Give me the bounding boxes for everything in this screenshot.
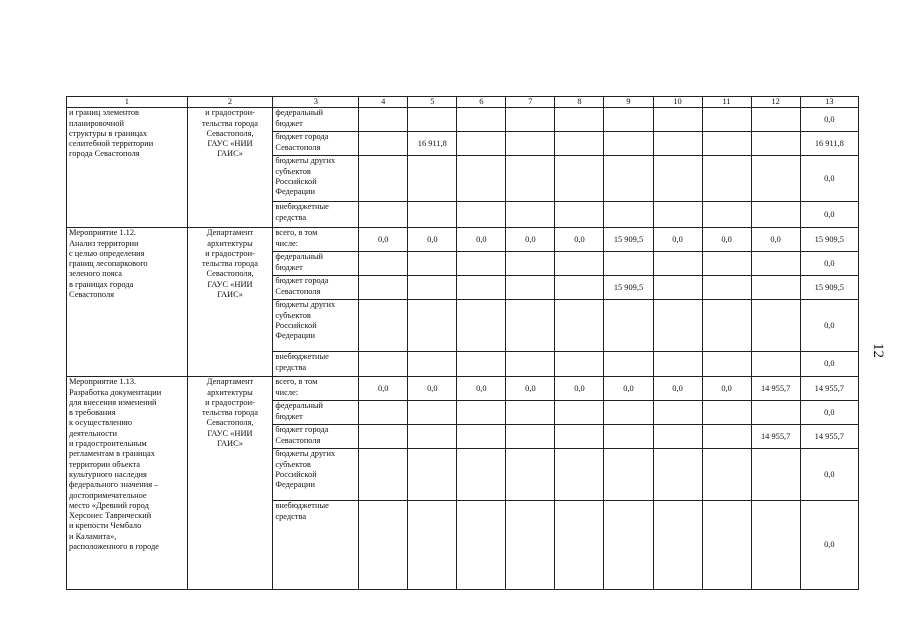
funding-source: федеральный бюджет	[273, 108, 359, 132]
amount-cell	[751, 156, 800, 202]
amount-cell: 0,0	[604, 377, 653, 401]
column-header: 4	[359, 97, 408, 108]
amount-cell	[604, 449, 653, 501]
amount-cell	[653, 132, 702, 156]
funding-source: федеральный бюджет	[273, 252, 359, 276]
amount-cell: 0,0	[800, 401, 858, 425]
amount-cell	[653, 449, 702, 501]
amount-cell	[702, 252, 751, 276]
amount-cell	[751, 300, 800, 352]
amount-cell: 0,0	[506, 228, 555, 252]
amount-cell: 0,0	[800, 352, 858, 377]
amount-cell	[506, 156, 555, 202]
amount-cell	[359, 425, 408, 449]
amount-cell	[506, 352, 555, 377]
column-header: 5	[408, 97, 457, 108]
amount-cell	[751, 252, 800, 276]
amount-cell	[359, 132, 408, 156]
amount-cell	[702, 501, 751, 590]
funding-source: внебюджетные средства	[273, 352, 359, 377]
amount-cell	[506, 501, 555, 590]
amount-cell	[555, 352, 604, 377]
amount-cell	[555, 108, 604, 132]
amount-cell	[653, 300, 702, 352]
amount-cell: 0,0	[800, 108, 858, 132]
amount-cell: 0,0	[653, 228, 702, 252]
amount-cell	[506, 276, 555, 300]
amount-cell: 15 909,5	[604, 276, 653, 300]
amount-cell: 0,0	[702, 228, 751, 252]
amount-cell	[751, 352, 800, 377]
amount-cell	[457, 202, 506, 228]
amount-cell	[359, 401, 408, 425]
amount-cell: 0,0	[702, 377, 751, 401]
amount-cell	[408, 252, 457, 276]
amount-cell	[702, 352, 751, 377]
amount-cell	[604, 132, 653, 156]
column-header: 3	[273, 97, 359, 108]
funding-source: бюджеты других субъектов Российской Федерации	[273, 449, 359, 501]
amount-cell: 0,0	[800, 156, 858, 202]
amount-cell	[702, 156, 751, 202]
amount-cell: 0,0	[800, 449, 858, 501]
amount-cell: 0,0	[457, 377, 506, 401]
amount-cell	[457, 449, 506, 501]
executor: и градострои- тельства города Севастополя, ГАУС «НИИ ГАИС»	[187, 108, 273, 228]
amount-cell	[555, 132, 604, 156]
funding-source: всего, в том числе:	[273, 377, 359, 401]
amount-cell	[457, 352, 506, 377]
amount-cell: 0,0	[800, 501, 858, 590]
amount-cell	[604, 202, 653, 228]
amount-cell	[653, 108, 702, 132]
amount-cell	[359, 108, 408, 132]
amount-cell	[555, 425, 604, 449]
amount-cell	[408, 449, 457, 501]
funding-source: бюджет города Севастополя	[273, 276, 359, 300]
column-header: 7	[506, 97, 555, 108]
amount-cell	[604, 300, 653, 352]
amount-cell	[751, 401, 800, 425]
amount-cell	[653, 202, 702, 228]
amount-cell: 15 909,5	[800, 228, 858, 252]
amount-cell	[457, 108, 506, 132]
amount-cell: 0,0	[457, 228, 506, 252]
amount-cell: 0,0	[751, 228, 800, 252]
amount-cell	[506, 449, 555, 501]
amount-cell	[653, 252, 702, 276]
amount-cell	[555, 501, 604, 590]
column-header: 10	[653, 97, 702, 108]
amount-cell	[457, 401, 506, 425]
amount-cell	[408, 425, 457, 449]
amount-cell	[604, 252, 653, 276]
funding-source: внебюджетные средства	[273, 202, 359, 228]
amount-cell: 15 909,5	[604, 228, 653, 252]
amount-cell	[506, 108, 555, 132]
amount-cell	[359, 156, 408, 202]
measure-name: Мероприятие 1.12. Анализ территории с целью определения границ лесопаркового зеленого пояса в границах города Севастополя	[67, 228, 188, 377]
amount-cell	[359, 202, 408, 228]
amount-cell	[555, 449, 604, 501]
measure-name: и границ элементов планировочной структуры в границах селитебной территории города Севастополя	[67, 108, 188, 228]
amount-cell	[408, 276, 457, 300]
amount-cell	[457, 276, 506, 300]
amount-cell	[653, 401, 702, 425]
amount-cell	[653, 276, 702, 300]
column-header: 8	[555, 97, 604, 108]
amount-cell	[604, 156, 653, 202]
funding-source: бюджеты других субъектов Российской Федерации	[273, 156, 359, 202]
amount-cell	[555, 401, 604, 425]
amount-cell	[604, 501, 653, 590]
amount-cell: 16 911,8	[408, 132, 457, 156]
header-row	[67, 97, 859, 108]
amount-cell	[359, 352, 408, 377]
column-header: 1	[67, 97, 188, 108]
amount-cell: 0,0	[653, 377, 702, 401]
amount-cell	[604, 352, 653, 377]
amount-cell: 14 955,7	[800, 425, 858, 449]
amount-cell	[604, 425, 653, 449]
amount-cell	[506, 132, 555, 156]
amount-cell	[457, 501, 506, 590]
table-row	[67, 377, 859, 401]
amount-cell	[457, 252, 506, 276]
amount-cell	[359, 276, 408, 300]
amount-cell	[359, 501, 408, 590]
column-header: 6	[457, 97, 506, 108]
amount-cell: 0,0	[800, 300, 858, 352]
amount-cell	[653, 352, 702, 377]
amount-cell: 0,0	[359, 228, 408, 252]
amount-cell: 0,0	[800, 252, 858, 276]
amount-cell	[702, 276, 751, 300]
amount-cell	[408, 156, 457, 202]
amount-cell	[359, 300, 408, 352]
measure-name: Мероприятие 1.13. Разработка документации для внесения изменений в требования к осуществлению деятельности и градостроительным регламентам в границах территории объекта культурного наследия федерального значения – достопримечательное место «Древний город Херсонес Таврический и крепости Чембало и Каламита», расположенного в городе	[67, 377, 188, 590]
column-header: 11	[702, 97, 751, 108]
amount-cell	[359, 252, 408, 276]
funding-source: внебюджетные средства	[273, 501, 359, 590]
amount-cell: 0,0	[555, 377, 604, 401]
amount-cell: 14 955,7	[751, 425, 800, 449]
amount-cell	[408, 108, 457, 132]
funding-source: бюджеты других субъектов Российской Федерации	[273, 300, 359, 352]
page-number: 12	[870, 343, 886, 358]
amount-cell	[751, 202, 800, 228]
amount-cell	[751, 132, 800, 156]
amount-cell	[702, 449, 751, 501]
amount-cell: 0,0	[408, 377, 457, 401]
amount-cell: 16 911,8	[800, 132, 858, 156]
funding-source: бюджет города Севастополя	[273, 425, 359, 449]
executor: Департамент архитектуры и градострои- тельства города Севастополя, ГАУС «НИИ ГАИС»	[187, 377, 273, 590]
amount-cell	[702, 202, 751, 228]
amount-cell	[457, 132, 506, 156]
amount-cell	[457, 300, 506, 352]
amount-cell	[408, 352, 457, 377]
amount-cell	[555, 300, 604, 352]
amount-cell	[506, 401, 555, 425]
table-row	[67, 108, 859, 132]
amount-cell	[506, 425, 555, 449]
amount-cell: 0,0	[359, 377, 408, 401]
amount-cell	[653, 156, 702, 202]
amount-cell	[555, 156, 604, 202]
amount-cell	[702, 132, 751, 156]
amount-cell	[506, 252, 555, 276]
amount-cell	[702, 300, 751, 352]
amount-cell	[457, 156, 506, 202]
amount-cell	[604, 108, 653, 132]
budget-table	[66, 96, 859, 590]
amount-cell: 0,0	[408, 228, 457, 252]
amount-cell	[408, 501, 457, 590]
amount-cell: 0,0	[800, 202, 858, 228]
amount-cell	[408, 300, 457, 352]
funding-source: бюджет города Севастополя	[273, 132, 359, 156]
amount-cell	[751, 108, 800, 132]
table-row	[67, 228, 859, 252]
amount-cell	[555, 202, 604, 228]
executor: Департамент архитектуры и градострои- тельства города Севастополя, ГАУС «НИИ ГАИС»	[187, 228, 273, 377]
amount-cell	[653, 501, 702, 590]
amount-cell	[751, 449, 800, 501]
amount-cell: 15 909,5	[800, 276, 858, 300]
amount-cell	[408, 202, 457, 228]
amount-cell	[555, 252, 604, 276]
column-header: 12	[751, 97, 800, 108]
amount-cell	[653, 425, 702, 449]
amount-cell	[408, 401, 457, 425]
amount-cell: 0,0	[506, 377, 555, 401]
amount-cell	[702, 425, 751, 449]
amount-cell	[702, 108, 751, 132]
amount-cell: 0,0	[555, 228, 604, 252]
amount-cell	[359, 449, 408, 501]
amount-cell	[751, 276, 800, 300]
amount-cell	[506, 300, 555, 352]
funding-source: федеральный бюджет	[273, 401, 359, 425]
column-header: 2	[187, 97, 273, 108]
column-header: 13	[800, 97, 858, 108]
amount-cell	[702, 401, 751, 425]
funding-source: всего, в том числе:	[273, 228, 359, 252]
column-header: 9	[604, 97, 653, 108]
table-body	[67, 97, 859, 590]
amount-cell: 14 955,7	[800, 377, 858, 401]
amount-cell	[506, 202, 555, 228]
amount-cell	[751, 501, 800, 590]
amount-cell: 14 955,7	[751, 377, 800, 401]
amount-cell	[604, 401, 653, 425]
amount-cell	[457, 425, 506, 449]
amount-cell	[555, 276, 604, 300]
